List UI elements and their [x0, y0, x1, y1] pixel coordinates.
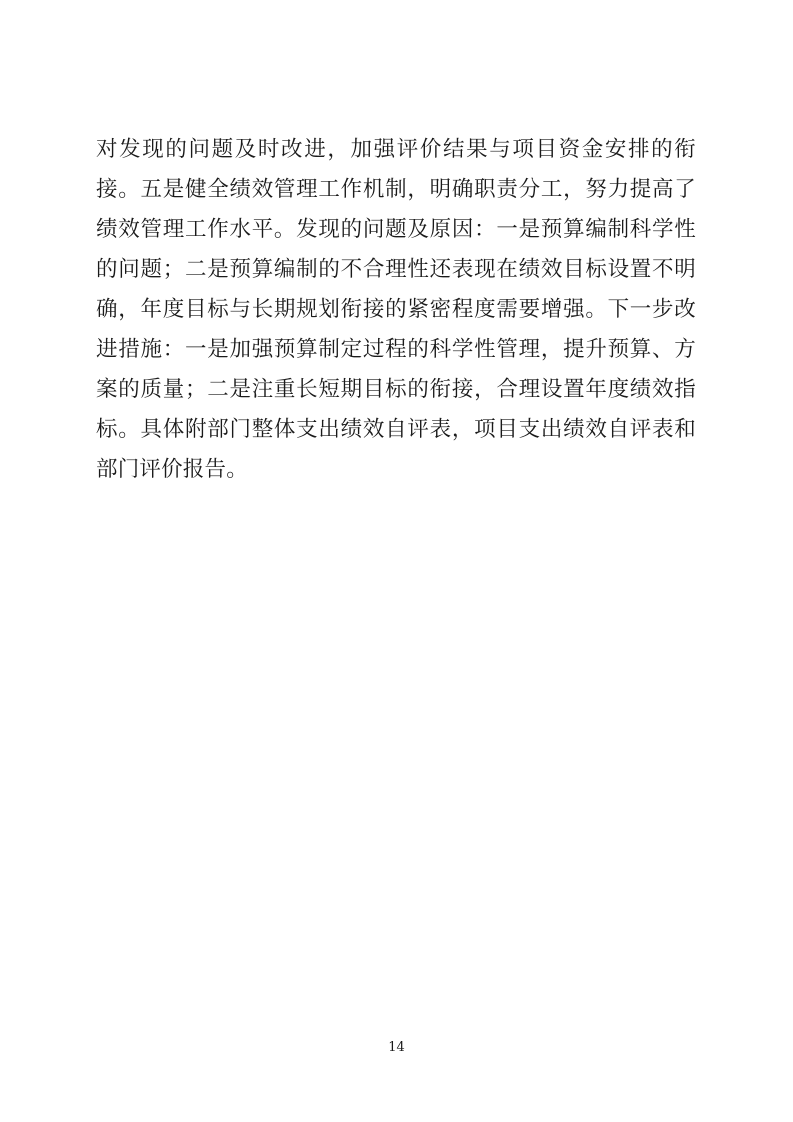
- page-number: 14: [388, 1040, 405, 1055]
- body-paragraph: 对发现的问题及时改进，加强评价结果与项目资金安排的衔接。五是健全绩效管理工作机制，明确职责分工，努力提高了绩效管理工作水平。发现的问题及原因：一是预算编制科学性的问题；二是预算编制的不合理性还表现在绩效目标设置不明确，年度目标与长期规划衔接的紧密程度需要增强。下一步改进措施：一是加强预算制定过程的科学性管理，提升预算、方案的质量；二是注重长短期目标的衔接，合理设置年度绩效指标。具体附部门整体支出绩效自评表，项目支出绩效自评表和部门评价报告。: [96, 137, 696, 482]
